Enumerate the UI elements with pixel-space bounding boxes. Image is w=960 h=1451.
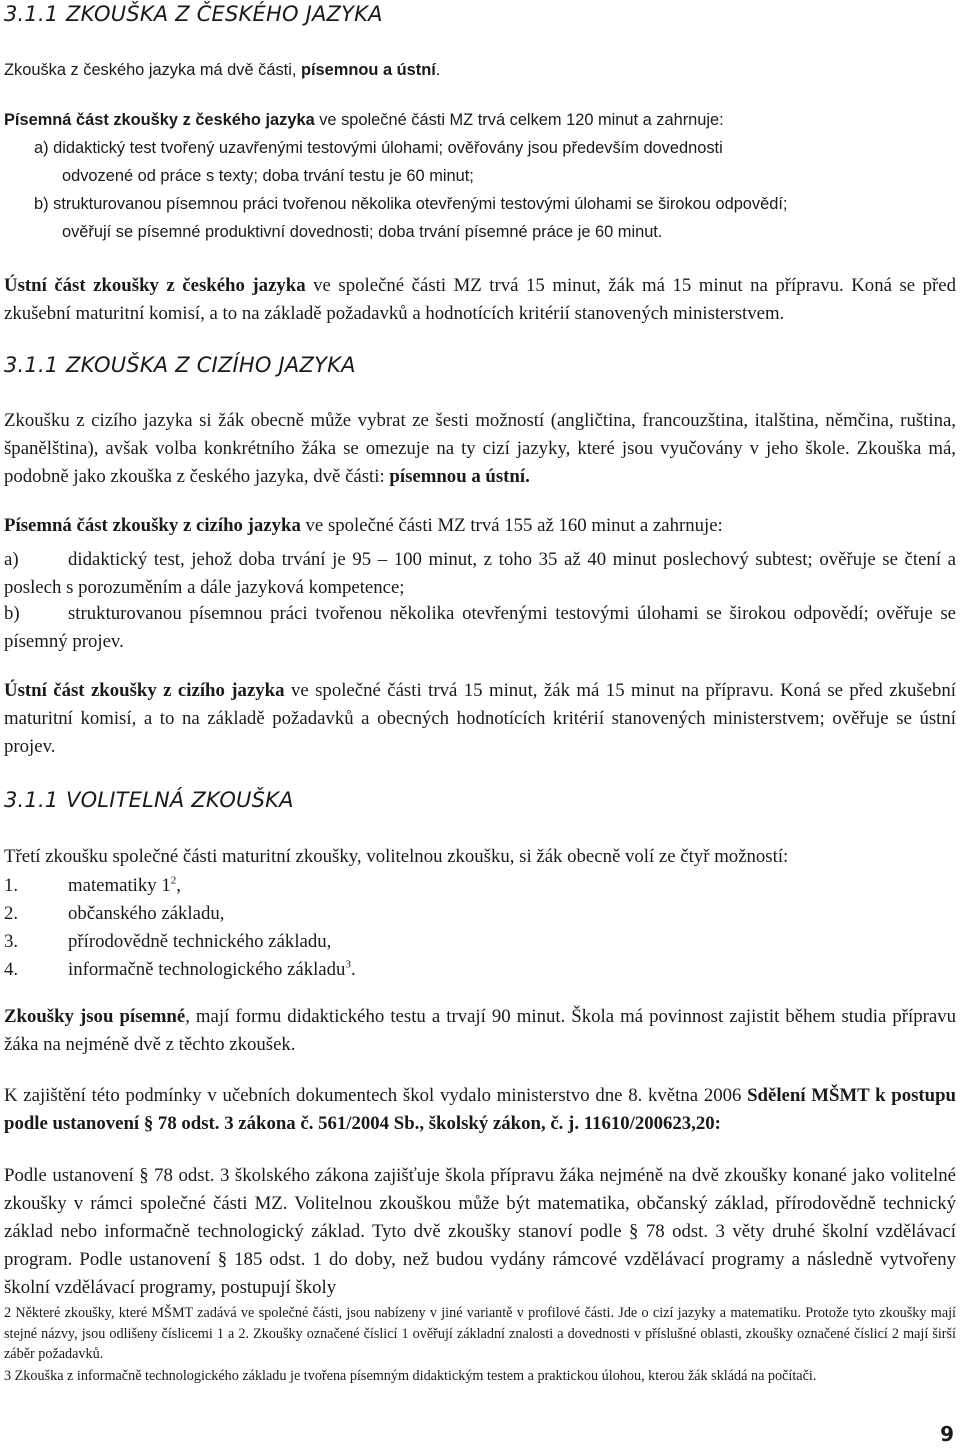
czech-item-a (4, 134, 956, 162)
item-label: a) (4, 549, 19, 570)
decree-bold: Sdělení MŠMT k postupu podle ustanovení § 78 odst. 3 zákona č. 561/2004 Sb., školský zákon, č. j. 11610/200623,20: (4, 1085, 956, 1134)
page-number: 9 (940, 1422, 954, 1446)
foreign-written-rest: ve společné části MZ trvá 155 až 160 minut a zahrnuje: (300, 515, 723, 536)
foreign-item-a (4, 546, 956, 602)
foreign-oral-rest: ve společné části trvá 15 minut, žák má 15 minut na přípravu. Koná se před zkušební maturitní komisí, a to na základě požadavků a obecných hodnotících kritérií stanovených ministerstvem; ověřuje se ústní projev. (4, 680, 956, 757)
elective-closing (4, 1162, 956, 1302)
section-number: 3.1.1 (4, 353, 59, 377)
item-text: strukturovanou písemnou práci tvořenou několika otevřenými testovými úlohami se širokou odpovědí; (53, 195, 788, 213)
item-label: b) (4, 603, 20, 624)
list-number: 1. (4, 875, 19, 896)
czech-oral-rest: ve společné části MZ trvá 15 minut, žák má 15 minut na přípravu. Koná se před zkušební maturitní komisí, a to na základě požadavků a hodnotících kritérií stanovených ministerstvem. (4, 275, 956, 324)
czech-item-a-cont (4, 162, 956, 190)
section-number: 3.1.1 (4, 2, 59, 26)
section-title: VOLITELNÁ ZKOUŠKA (66, 788, 294, 812)
czech-intro (4, 56, 956, 84)
czech-written-rest: ve společné části MZ trvá celkem 120 minut a zahrnuje: (314, 111, 724, 129)
czech-written-part (4, 106, 956, 246)
elective-closing-text: Podle ustanovení § 78 odst. 3 školského zákona zajišťuje škola přípravu žáka nejméně na dvě zkoušky konané jako volitelné zkoušky v rámci společné části MZ. Volitelnou zkouškou může být matematika, občanský základ, přírodovědně technický základ nebo informačně technologický základ. Tyto dvě zkoušky stanoví podle § 78 odst. 3 věty druhé školní vzdělávací program. Podle ustanovení § 185 odst. 1 do doby, než budou vydány rámcové vzdělávací programy a následně vytvořeny školní vzdělávací programy, postupují školy (4, 1165, 956, 1298)
czech-item-b-cont (4, 218, 956, 246)
option-label: informačně technologického základu (68, 959, 346, 980)
option-punct: . (350, 959, 356, 980)
czech-written-lead (4, 106, 956, 134)
footnote-text: 3 Zkouška z informačně technologického základu je tvořena písemným didaktickým testem a praktickou úlohou, kterou žák skládá na počítači. (4, 1368, 817, 1384)
decree-text: K zajištění této podmínky v učebních dokumentech škol vydalo ministerstvo dne 8. května 2006 (4, 1085, 748, 1106)
list-item (4, 956, 956, 984)
list-item (4, 872, 956, 900)
decree-reference (4, 1082, 956, 1138)
czech-intro-bold: písemnou a ústní (300, 61, 436, 79)
item-text: didaktický test, jehož doba trvání je 95 – 100 minut, z toho 35 až 40 minut poslechový subtest; ověřuje se čtení a poslech s porozuměním a dále jazyková kompetence; (4, 549, 956, 598)
item-text: didaktický test tvořený uzavřenými testovými úlohami; ověřovány jsou především dovednosti (53, 139, 723, 157)
czech-oral-bold: Ústní část zkoušky z českého jazyka (4, 275, 306, 296)
footnote-ref: 2 (170, 874, 177, 887)
czech-oral-part (4, 272, 956, 328)
elective-intro (4, 843, 956, 871)
footnote-3 (4, 1366, 956, 1387)
item-text-cont: ověřují se písemné produktivní dovednosti; doba trvání písemné práce je 60 minut. (62, 223, 663, 241)
footnote-2 (4, 1303, 956, 1365)
elective-intro-text: Třetí zkoušku společné části maturitní zkoušky, volitelnou zkoušku, si žák obecně volí ze čtyř možností: (4, 846, 789, 867)
list-number: 4. (4, 959, 19, 980)
elective-options-list (4, 872, 956, 984)
list-text (68, 872, 181, 900)
item-text: strukturovanou písemnou práci tvořenou několika otevřenými testovými úlohami se širokou odpovědí; ověřuje se písemný projev. (4, 603, 956, 652)
foreign-intro-bold: písemnou a ústní. (389, 466, 530, 487)
footnote-text: 2 Některé zkoušky, které MŠMT zadává ve společné části, jsou nabízeny v jiné variantě v profilové části. Jde o cizí jazyky a matematiku. Protože tyto zkoušky mají stejné názvy, jsou odlišeny číslicemi 1 a 2. Zkoušky označené číslicí 1 ověřují základní znalosti a dovednosti v příslušné oblasti, zkoušky označené číslicí 2 mají širší záběr požadavků. (4, 1305, 956, 1362)
list-text (68, 956, 356, 984)
list-item (4, 928, 956, 956)
section-number: 3.1.1 (4, 788, 59, 812)
foreign-written-bold: Písemná část zkoušky z cizího jazyka (4, 515, 301, 536)
czech-item-b (4, 190, 956, 218)
footnote-ref: 3 (345, 958, 351, 971)
elective-written-info (4, 1003, 956, 1059)
item-text-cont: odvozené od práce s texty; doba trvání testu je 60 minut; (62, 167, 474, 185)
section-heading-foreign (4, 353, 356, 377)
czech-intro-text: Zkouška z českého jazyka má dvě části, (4, 61, 301, 79)
option-punct: , (176, 875, 181, 896)
list-text (68, 928, 331, 956)
option-label: matematiky 1 (68, 875, 171, 896)
list-text (68, 900, 224, 928)
elective-written-bold: Zkoušky jsou písemné (4, 1006, 186, 1027)
section-heading-elective (4, 788, 294, 812)
foreign-oral-bold: Ústní část zkoušky z cizího jazyka (4, 680, 285, 701)
foreign-oral-part (4, 677, 956, 761)
item-label: b) (34, 195, 49, 213)
list-number: 2. (4, 903, 19, 924)
foreign-item-b (4, 600, 956, 656)
elective-written-rest: , mají formu didaktického testu a trvají 90 minut. Škola má povinnost zajistit během studia přípravu žáka na nejméně dvě z těchto zkoušek. (4, 1006, 957, 1055)
item-label: a) (34, 139, 49, 157)
option-label: občanského základu, (68, 903, 225, 924)
option-label: přírodovědně technického základu, (68, 931, 332, 952)
foreign-intro-text: Zkoušku z cizího jazyka si žák obecně může vybrat ze šesti možností (angličtina, francouzština, italština, němčina, ruština, španělština), avšak volba konkrétního žáka se omezuje na ty cizí jazyky, které jsou vyučovány v jeho škole. Zkouška má, podobně jako zkouška z českého jazyka, dvě části: (4, 410, 956, 487)
czech-written-bold: Písemná část zkoušky z českého jazyka (4, 111, 315, 129)
foreign-intro (4, 407, 956, 491)
section-heading-czech (4, 2, 383, 26)
foreign-written-lead (4, 512, 956, 540)
czech-intro-end: . (435, 61, 441, 79)
section-title: ZKOUŠKA Z CIZÍHO JAZYKA (66, 353, 356, 377)
section-title: ZKOUŠKA Z ČESKÉHO JAZYKA (66, 2, 383, 26)
list-item (4, 900, 956, 928)
list-number: 3. (4, 931, 19, 952)
